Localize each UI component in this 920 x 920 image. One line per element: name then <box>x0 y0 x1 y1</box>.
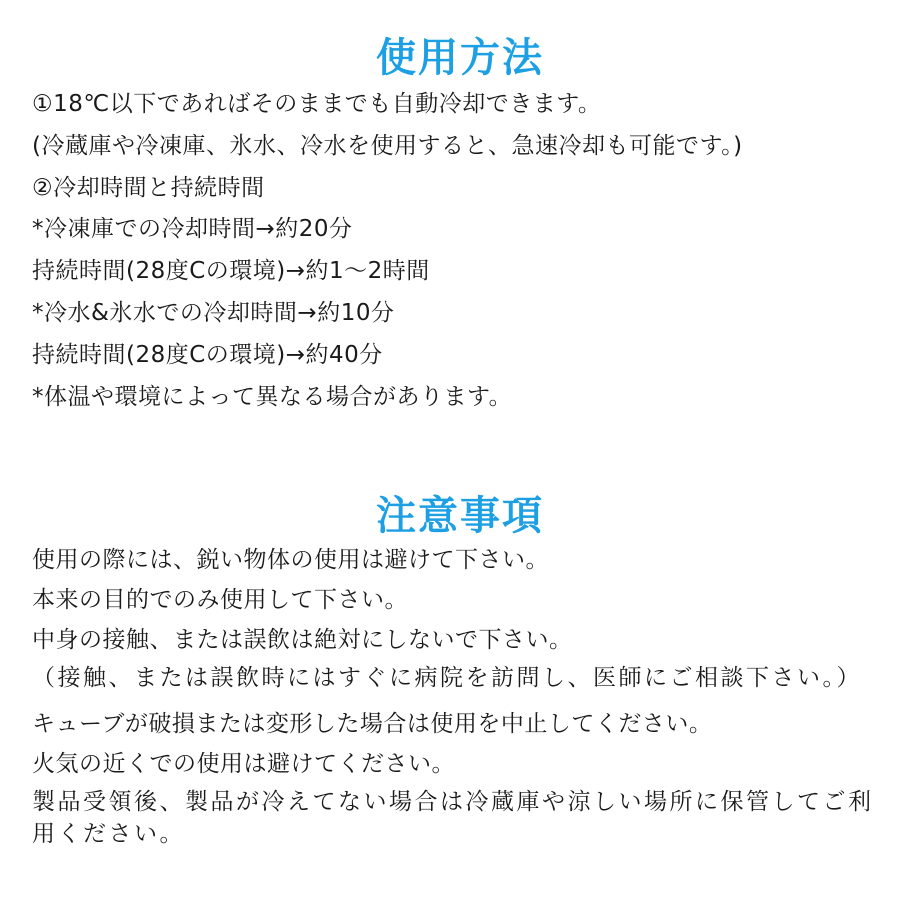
caution-list <box>32 540 892 852</box>
caution-section-title: 注意事項 <box>376 493 544 539</box>
usage-line: 持続時間(28度Cの環境)→約40分 <box>32 341 383 368</box>
usage-line: 持続時間(28度Cの環境)→約1～2時間 <box>32 258 430 285</box>
caution-line: 中身の接触、または誤飲は絶対にしないで下さい。 <box>32 627 573 653</box>
usage-line: *体温や環境によって異なる場合があります。 <box>32 383 513 410</box>
caution-line: 本来の目的でのみ使用して下さい。 <box>32 587 408 613</box>
usage-section-title: 使用方法 <box>376 35 544 81</box>
usage-line: ①18℃以下であればそのままでも自動冷却できます。 <box>32 91 602 117</box>
caution-line: （接触、または誤飲時にはすぐに病院を訪問し、医師にご相談下さい。） <box>32 665 862 691</box>
usage-line: *冷凍庫での冷却時間→約20分 <box>32 216 353 243</box>
caution-line: 火気の近くでの使用は避けてください。 <box>32 751 455 777</box>
caution-line: 使用の際には、鋭い物体の使用は避けて下さい。 <box>32 547 549 573</box>
caution-line: 製品受領後、製品が冷えてない場合は冷蔵庫や涼しい場所に保管してご利用ください。 <box>32 789 874 847</box>
usage-instructions-list <box>32 84 892 418</box>
caution-line: キューブが破損または変形した場合は使用を中止してください。 <box>32 711 713 737</box>
usage-line: *冷水&氷水での冷却時間→約10分 <box>32 299 395 326</box>
usage-line: ②冷却時間と持続時間 <box>32 174 265 201</box>
usage-line: (冷蔵庫や冷凍庫、氷水、冷水を使用すると、急速冷却も可能です。) <box>32 132 743 159</box>
